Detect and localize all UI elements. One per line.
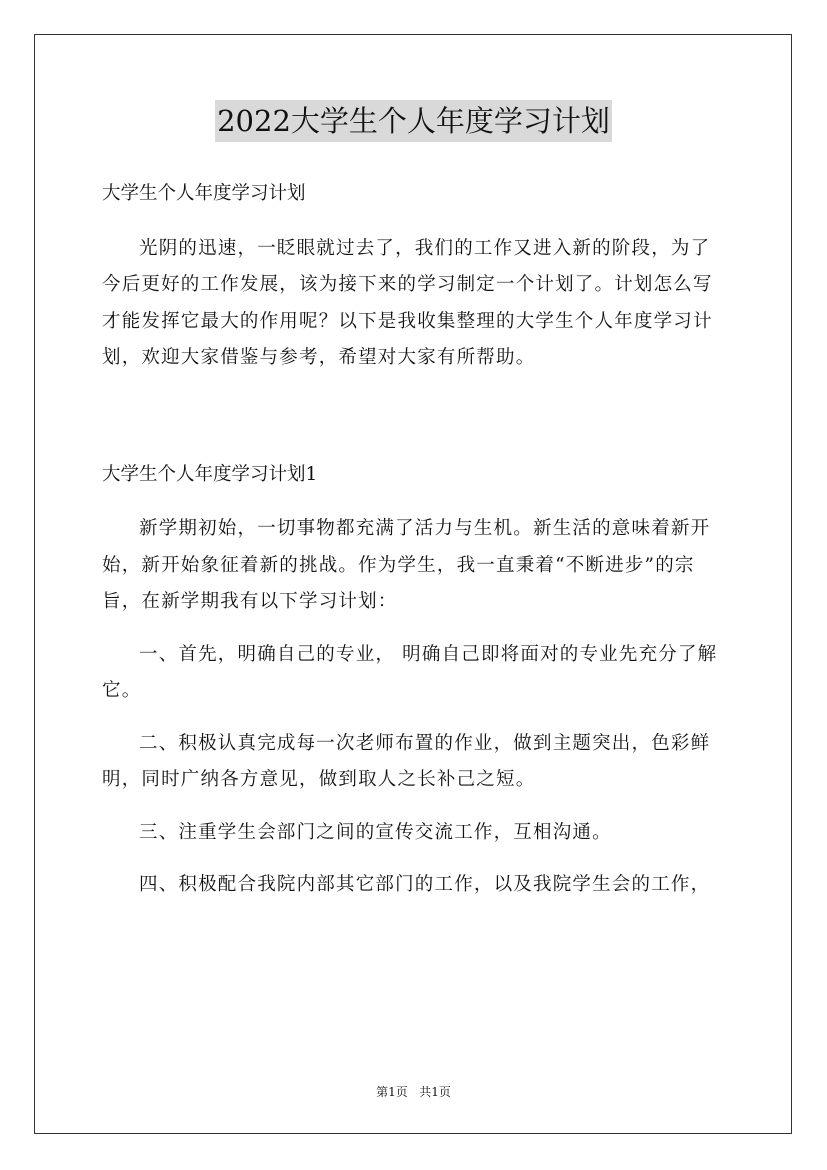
intro-paragraph: 光阴的迅速，一眨眼就过去了，我们的工作又进入新的阶段，为了今后更好的工作发展，该为接下来的学习制定一个计划了。计划怎么写才能发挥它最大的作用呢？以下是我收集整理的大学生个人年度学习计划，欢迎大家借鉴与参考，希望对大家有所帮助。 [102,237,713,368]
page-total: 共1页 [419,1085,451,1099]
list-item: 四、积极配合我院内部其它部门的工作，以及我院学生会的工作， [139,874,711,895]
page-footer [0,1083,827,1100]
section1-heading: 大学生个人年度学习计划1 [102,463,318,485]
list-item: 三、注重学生会部门之间的宣传交流工作，互相沟通。 [139,821,612,843]
document-body [102,172,728,904]
intro-heading: 大学生个人年度学习计划 [102,183,306,204]
section1-paragraph: 新学期初始，一切事物都充满了活力与生机。新生活的意味着新开始，新开始象征着新的挑战。作为学生，我一直秉着“不断进步”的宗旨，在新学期我有以下学习计划： [102,518,711,612]
list-item: 二、积极认真完成每一次老师布置的作业，做到主题突出，色彩鲜明，同时广纳各方意见，做到取人之长补己之短。 [102,732,711,790]
page-number: 第1页 [376,1085,408,1099]
document-title: 2022大学生个人年度学习计划 [215,100,612,142]
list-item: 一、首先，明确自己的专业， 明确自己即将面对的专业先充分了解它。 [102,643,718,701]
title-container [0,100,827,142]
